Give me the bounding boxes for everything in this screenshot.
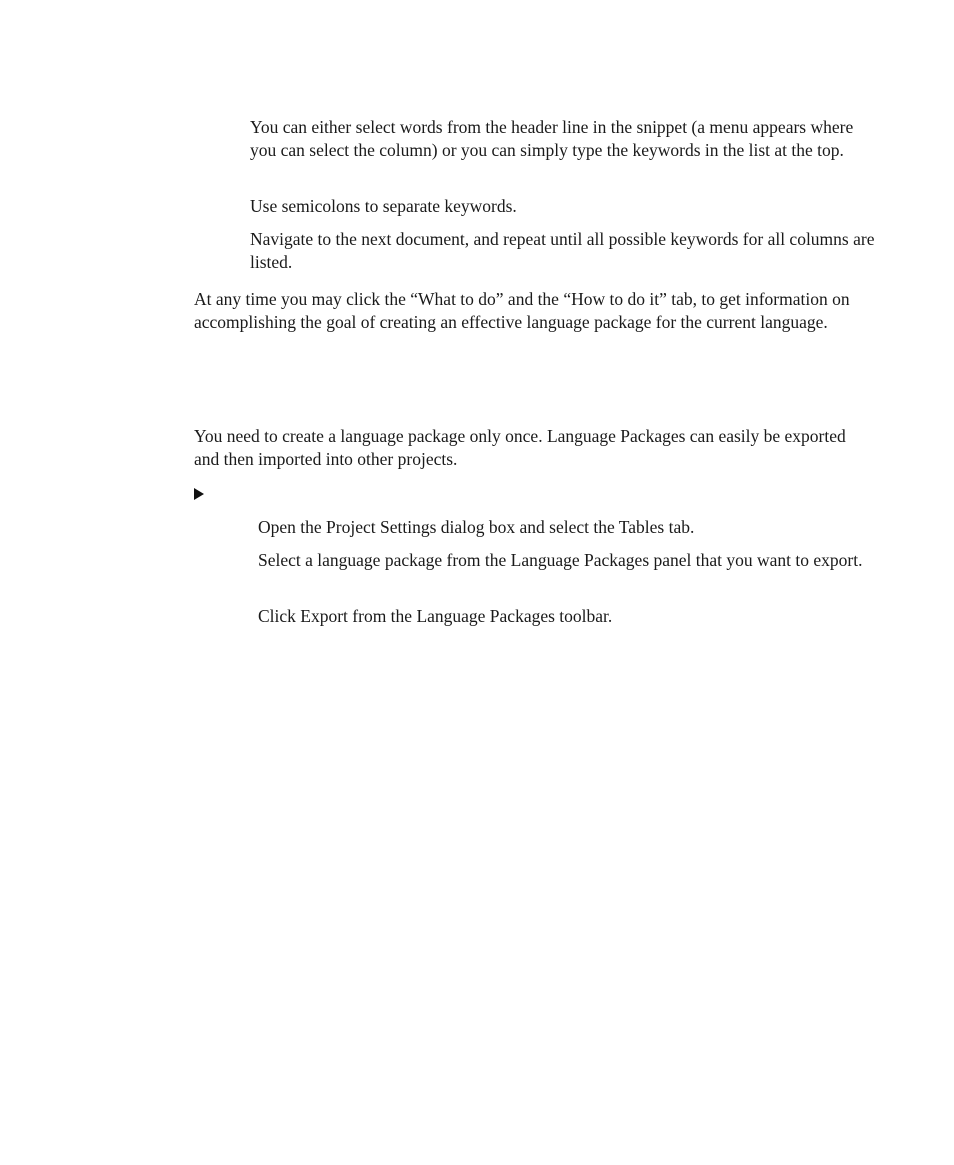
paragraph-export-intro: You need to create a language package only once. Language Packages can easily be exported and then imported into other projects. xyxy=(194,426,846,469)
step-click-export: Click Export from the Language Packages toolbar. xyxy=(258,606,613,626)
step-select-language-package: Select a language package from the Language Packages panel that you want to export. xyxy=(258,550,863,570)
step-navigate-next-document: Navigate to the next document, and repeat until all possible keywords for all columns are listed. xyxy=(250,229,875,272)
paragraph-what-to-do-tabs: At any time you may click the “What to do” and the “How to do it” tab, to get information on accomplishing the goal of creating an effective language package for the current language. xyxy=(194,289,850,332)
step-use-semicolons: Use semicolons to separate keywords. xyxy=(250,196,517,216)
step-select-keywords: You can either select words from the header line in the snippet (a menu appears where you can select the column) or you can simply type the keywords in the list at the top. xyxy=(250,117,854,160)
triangle-right-icon xyxy=(194,488,204,500)
step-open-project-settings: Open the Project Settings dialog box and select the Tables tab. xyxy=(258,517,695,537)
